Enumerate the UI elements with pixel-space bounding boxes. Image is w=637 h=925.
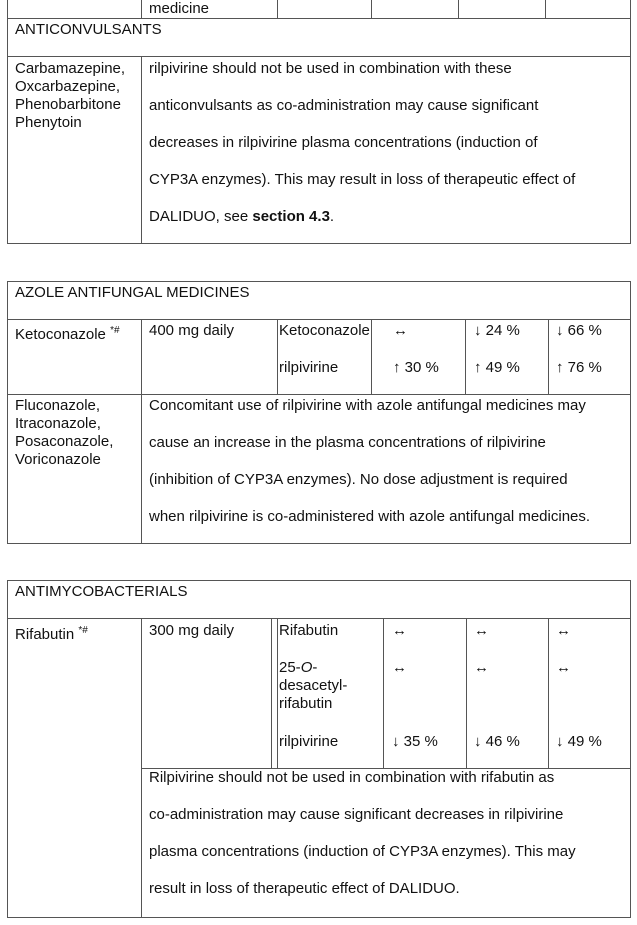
- analyte-name: rilpivirine: [279, 733, 339, 750]
- drug-name: Phenobarbitone: [15, 96, 121, 113]
- recommendation-line: [149, 208, 334, 225]
- drug-name: Oxcarbazepine,: [15, 78, 121, 95]
- recommendation-line: (inhibition of CYP3A enzymes). No dose adjustment is required: [149, 471, 568, 488]
- analyte-desacetyl-rifabutin: 25-O- desacetyl- rifabutin: [279, 659, 348, 712]
- recommendation-line: anticonvulsants as co-administration may cause significant: [149, 97, 539, 114]
- cmin-value: ↔: [474, 622, 489, 639]
- ketoconazole-dose-cell: [141, 319, 278, 395]
- cmax-value: ↓ 66 %: [556, 322, 602, 339]
- cmin-value: ↑ 49 %: [474, 359, 520, 376]
- azoles-other-drug-list: [15, 397, 113, 469]
- azoles-header: AZOLE ANTIFUNGAL MEDICINES: [15, 284, 250, 301]
- anticonvulsants-drug-cell: [7, 56, 142, 244]
- recommendation-line: result in loss of therapeutic effect of DALIDUO.: [149, 880, 460, 897]
- recommendation-line: when rilpivirine is co-administered with azole antifungal medicines.: [149, 508, 591, 525]
- top-row-cmax-cell: [545, 0, 631, 19]
- antimycobacterials-header-cell: [7, 580, 631, 619]
- analyte-name: rilpivirine: [279, 359, 339, 376]
- drug-name: Fluconazole,: [15, 397, 101, 414]
- footnote-marker: *#: [78, 625, 88, 636]
- top-row-auc-cell: [371, 0, 459, 19]
- ketoconazole-col-cmin: [465, 319, 549, 395]
- anticonvulsants-drug-list: [15, 60, 125, 132]
- ketoconazole-name: Ketoconazole *#: [15, 325, 120, 343]
- rifabutin-col-cmin: [466, 618, 549, 769]
- cmax-value: ↓ 49 %: [556, 733, 602, 750]
- cmax-value: ↔: [556, 622, 571, 639]
- cmin-value: ↔: [474, 659, 489, 676]
- drug-name: Voriconazole: [15, 451, 101, 468]
- antimycobacterials-header: ANTIMYCOBACTERIALS: [15, 583, 188, 600]
- rifabutin-dose-cell: [141, 618, 278, 769]
- section-reference: section 4.3: [252, 208, 330, 225]
- ketoconazole-analyte-cell: [277, 319, 372, 395]
- azoles-other-drug-cell: [7, 394, 142, 544]
- recommendation-line: Rilpivirine should not be used in combination with rifabutin as: [149, 769, 555, 786]
- auc-value: ↓ 35 %: [392, 733, 438, 750]
- top-row-cmin-cell: [458, 0, 546, 19]
- footnote-marker: *#: [110, 325, 120, 336]
- ketoconazole-drug-cell: [7, 319, 142, 395]
- rifabutin-name: Rifabutin *#: [15, 625, 88, 643]
- cmax-value: ↔: [556, 659, 571, 676]
- recommendation-line: plasma concentrations (induction of CYP3A enzymes). This may: [149, 843, 576, 860]
- analyte-name: Ketoconazole: [279, 322, 370, 339]
- rifabutin-col-cmax: [548, 618, 631, 769]
- rifabutin-col-auc: [383, 618, 467, 769]
- ketoconazole-col-auc: [371, 319, 466, 395]
- azoles-recommendation-cell: [141, 394, 631, 544]
- ketoconazole-dose: 400 mg daily: [149, 322, 235, 339]
- recommendation-line: decreases in rilpivirine plasma concentrations (induction of: [149, 134, 538, 151]
- line-suffix: .: [329, 208, 335, 225]
- anticonvulsants-header-cell: [7, 18, 631, 57]
- drug-name: Posaconazole,: [15, 433, 114, 450]
- rifabutin-dose: 300 mg daily: [149, 622, 235, 639]
- rifabutin-recommendation-cell: [141, 768, 631, 918]
- recommendation-line: rilpivirine should not be used in combination with these: [149, 60, 512, 77]
- auc-value: ↔: [392, 622, 407, 639]
- cmin-value: ↓ 24 %: [474, 322, 520, 339]
- anticonvulsants-header: ANTICONVULSANTS: [15, 21, 162, 38]
- top-row-drug-cell: [7, 0, 142, 19]
- anticonvulsants-recommendation-cell: [141, 56, 631, 244]
- recommendation-line: co-administration may cause significant decreases in rilpivirine: [149, 806, 564, 823]
- top-row-dose-cell: [141, 0, 278, 19]
- line-prefix: DALIDUO, see: [149, 208, 253, 225]
- auc-value: ↔: [392, 659, 407, 676]
- rifabutin-drug-cell: [7, 618, 142, 918]
- recommendation-line: Concomitant use of rilpivirine with azole antifungal medicines may: [149, 397, 586, 414]
- top-row-analyte-cell: [277, 0, 372, 19]
- analyte-name: Rifabutin: [279, 622, 339, 639]
- recommendation-line: cause an increase in the plasma concentrations of rilpivirine: [149, 434, 546, 451]
- auc-value: ↔: [393, 322, 408, 339]
- drug-name: Phenytoin: [15, 114, 82, 131]
- cmin-value: ↓ 46 %: [474, 733, 520, 750]
- drug-name: Carbamazepine,: [15, 60, 126, 77]
- cmax-value: ↑ 76 %: [556, 359, 602, 376]
- azoles-header-cell: [7, 281, 631, 320]
- rifabutin-analyte-cell: [271, 618, 384, 769]
- drug-name: Itraconazole,: [15, 415, 101, 432]
- recommendation-line: CYP3A enzymes). This may result in loss of therapeutic effect of: [149, 171, 576, 188]
- ketoconazole-col-cmax: [548, 319, 631, 395]
- top-row-drug-tail: medicine: [149, 0, 210, 17]
- auc-value: ↑ 30 %: [393, 359, 439, 376]
